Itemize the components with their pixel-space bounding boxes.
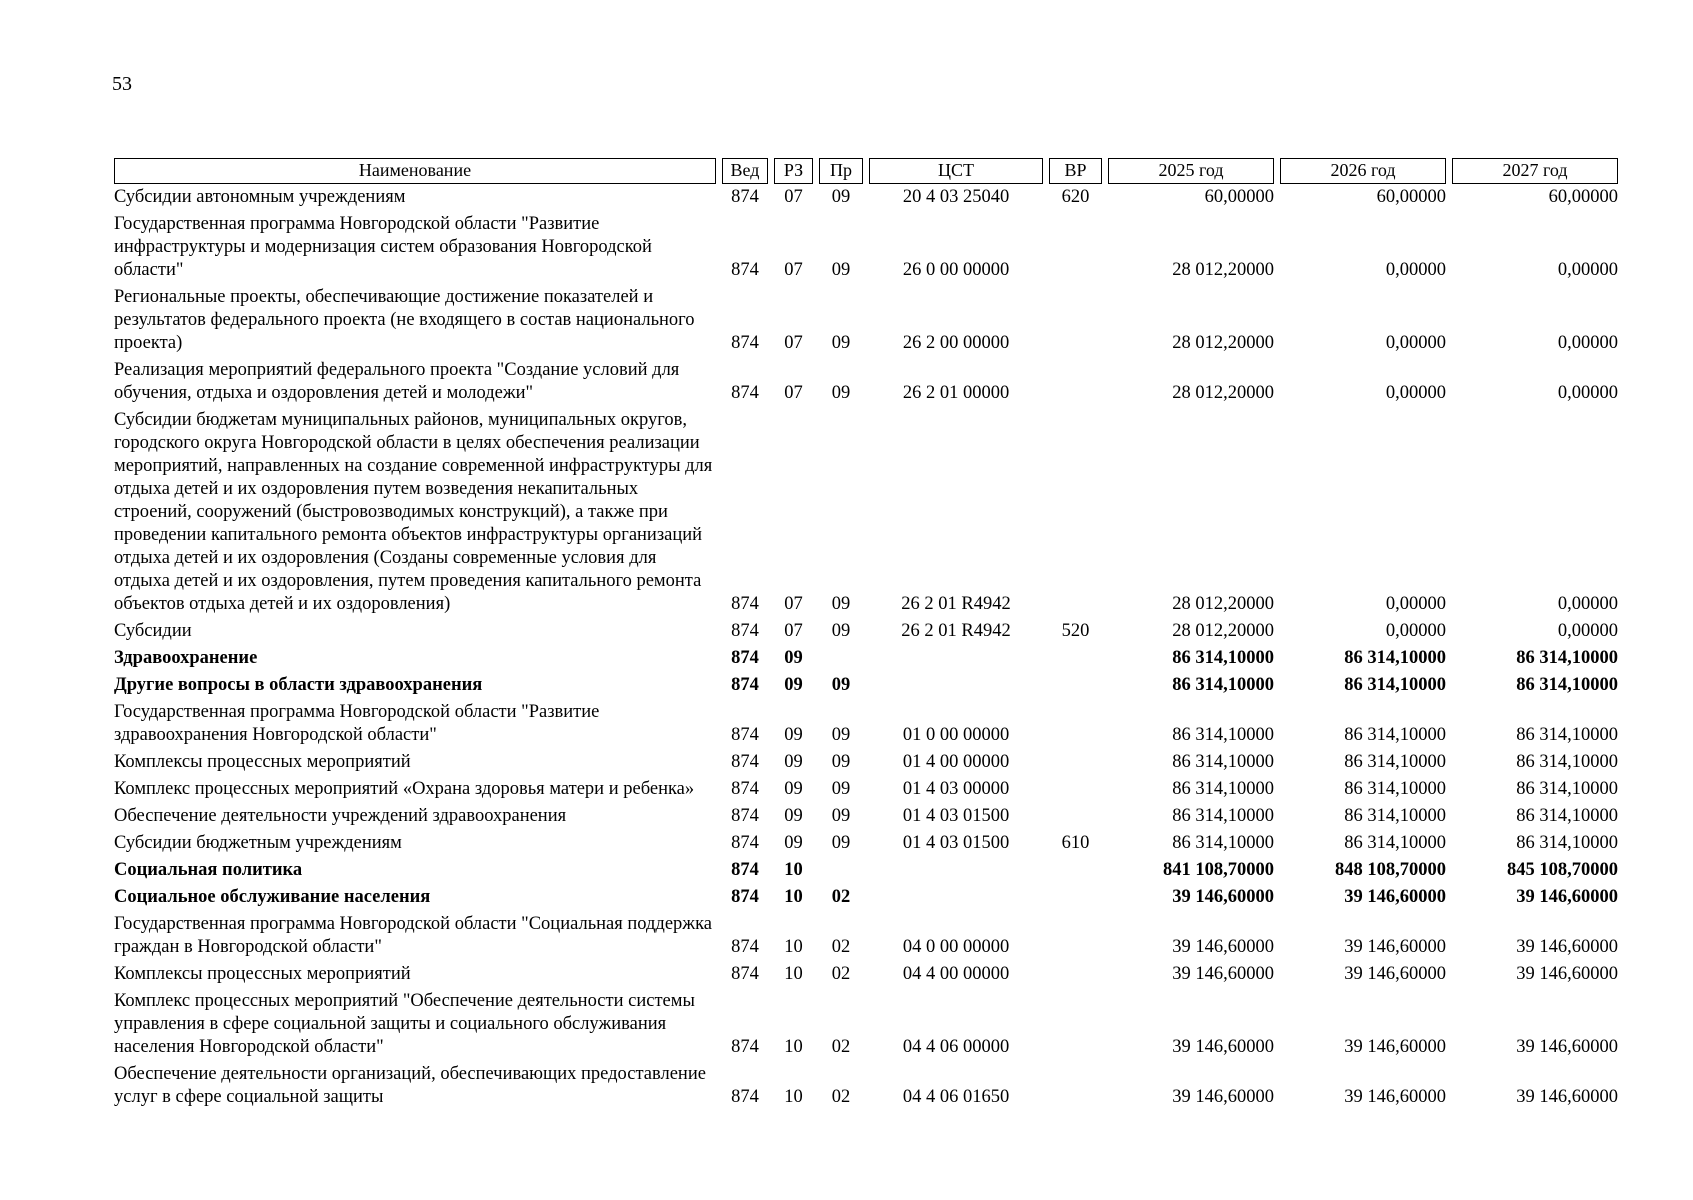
row-2025: 28 012,20000 [1172,260,1274,280]
row-pr: 09 [831,833,851,853]
row-2027: 0,00000 [1557,594,1618,614]
row-2025: 39 146,60000 [1172,964,1274,984]
header-2026: 2026 год [1280,158,1446,184]
table-row [114,776,1618,803]
row-cst: 20 4 03 25040 [902,187,1010,207]
row-rz: 07 [784,594,803,614]
row-2027: 845 108,70000 [1507,860,1618,880]
row-name: Комплексы процессных мероприятий [114,964,411,984]
row-2027: 86 314,10000 [1516,833,1618,853]
table-row [114,911,1618,961]
table-row [114,961,1618,988]
row-2025: 39 146,60000 [1172,1087,1274,1107]
row-rz: 10 [784,860,803,880]
row-2027: 39 146,60000 [1516,1087,1618,1107]
row-2025: 86 314,10000 [1172,675,1274,695]
row-2027: 86 314,10000 [1516,806,1618,826]
row-name: Субсидии [114,621,192,641]
row-2026: 0,00000 [1385,333,1446,353]
row-ved: 874 [731,860,759,880]
row-rz: 09 [784,752,803,772]
table-row [114,884,1618,911]
row-rz: 07 [784,187,803,207]
row-cst: 01 4 00 00000 [902,752,1010,772]
row-vr: 610 [1061,833,1090,853]
table-row [114,857,1618,884]
row-2026: 86 314,10000 [1344,725,1446,745]
row-2025: 86 314,10000 [1172,806,1274,826]
row-pr: 02 [831,1037,851,1057]
row-2027: 0,00000 [1557,260,1618,280]
header-pr: Пр [819,158,863,184]
row-pr: 09 [831,806,851,826]
row-2025: 86 314,10000 [1172,779,1274,799]
header-ved: Вед [722,158,768,184]
row-ved: 874 [731,725,759,745]
row-ved: 874 [731,333,759,353]
row-2025: 28 012,20000 [1172,333,1274,353]
row-2026: 39 146,60000 [1344,1037,1446,1057]
header-2027: 2027 год [1452,158,1618,184]
row-rz: 07 [784,621,803,641]
row-cst: 01 0 00 00000 [902,725,1010,745]
row-name: Другие вопросы в области здравоохранения [114,675,483,695]
header-cst: ЦСТ [869,158,1043,184]
row-2026: 0,00000 [1385,621,1446,641]
row-name: Комплекс процессных мероприятий «Охрана здоровья матери и ребенка» [114,779,695,799]
row-2026: 0,00000 [1385,260,1446,280]
row-pr: 09 [831,383,851,403]
row-ved: 874 [731,937,759,957]
row-2025: 28 012,20000 [1172,383,1274,403]
row-2026: 39 146,60000 [1344,1087,1446,1107]
row-2027: 86 314,10000 [1516,752,1618,772]
row-2026: 39 146,60000 [1344,937,1446,957]
row-2026: 86 314,10000 [1344,806,1446,826]
row-name: Государственная программа Новгородской области "Социальная поддержка граждан в Новгородской области" [114,914,712,957]
row-2025: 39 146,60000 [1172,887,1274,907]
table-row [114,211,1618,284]
header-name: Наименование [114,158,716,184]
row-2027: 39 146,60000 [1516,887,1618,907]
row-rz: 10 [784,887,803,907]
row-2026: 0,00000 [1385,594,1446,614]
row-pr: 09 [831,621,851,641]
row-2025: 86 314,10000 [1172,833,1274,853]
row-name: Комплекс процессных мероприятий "Обеспечение деятельности системы управления в сфере социальной защиты и социального обслуживания населения Новгородской области" [114,991,695,1057]
row-ved: 874 [731,260,759,280]
table-row [114,284,1618,357]
row-2026: 86 314,10000 [1344,833,1446,853]
row-ved: 874 [731,594,759,614]
table-row [114,749,1618,776]
row-ved: 874 [731,779,759,799]
header-2025: 2025 год [1108,158,1274,184]
row-cst: 01 4 03 01500 [902,806,1010,826]
row-pr: 09 [831,725,851,745]
row-rz: 09 [784,675,803,695]
row-2025: 28 012,20000 [1172,594,1274,614]
row-vr: 520 [1061,621,1090,641]
row-ved: 874 [731,887,759,907]
row-rz: 07 [784,260,803,280]
table-row [114,618,1618,645]
row-pr: 09 [831,675,851,695]
row-cst: 04 4 06 00000 [902,1037,1010,1057]
row-name: Государственная программа Новгородской области "Развитие здравоохранения Новгородской области" [114,702,600,745]
row-2025: 86 314,10000 [1172,725,1274,745]
row-2025: 60,00000 [1204,187,1274,207]
row-ved: 874 [731,833,759,853]
row-2026: 86 314,10000 [1344,779,1446,799]
row-rz: 07 [784,383,803,403]
row-2026: 848 108,70000 [1335,860,1446,880]
row-cst: 04 4 00 00000 [902,964,1010,984]
header-rz: РЗ [774,158,813,184]
table-row [114,699,1618,749]
row-2027: 0,00000 [1557,621,1618,641]
row-2025: 39 146,60000 [1172,937,1274,957]
row-name: Социальное обслуживание населения [114,887,431,907]
row-ved: 874 [731,752,759,772]
table-row [114,803,1618,830]
table-row [114,988,1618,1061]
row-2027: 39 146,60000 [1516,1037,1618,1057]
page-number: 53 [112,73,132,95]
row-name: Субсидии бюджетам муниципальных районов, муниципальных округов, городского округа Новгородской области в целях обеспечения реализации мероприятий, направленных на создание современной инфраструктуры для отдыха детей и их оздоровления путем возведения некапитальных строений, сооружений (быстровозводимых конструкций), а также при проведении капитального ремонта объектов инфраструктуры организаций отдыха детей и их оздоровления (Созданы современные условия для отдыха детей и их оздоровления, путем проведения капитального ремонта объектов отдыха детей и их оздоровления) [114,410,713,614]
row-rz: 09 [784,648,803,668]
row-2027: 0,00000 [1557,383,1618,403]
row-name: Региональные проекты, обеспечивающие достижение показателей и результатов федерального проекта (не входящего в состав национального проекта) [114,287,695,353]
row-2026: 60,00000 [1376,187,1446,207]
row-pr: 09 [831,752,851,772]
row-2026: 39 146,60000 [1344,964,1446,984]
row-ved: 874 [731,1087,759,1107]
row-2027: 60,00000 [1548,187,1618,207]
row-pr: 09 [831,333,851,353]
row-name: Здравоохранение [114,648,258,668]
row-cst: 01 4 03 01500 [902,833,1010,853]
row-pr: 09 [831,594,851,614]
row-rz: 10 [784,964,803,984]
row-cst: 26 2 01 00000 [902,383,1010,403]
row-2027: 0,00000 [1557,333,1618,353]
row-2025: 39 146,60000 [1172,1037,1274,1057]
row-name: Комплексы процессных мероприятий [114,752,411,772]
row-ved: 874 [731,1037,759,1057]
row-pr: 09 [831,187,851,207]
row-cst: 26 0 00 00000 [902,260,1010,280]
row-cst: 04 0 00 00000 [902,937,1010,957]
row-2027: 86 314,10000 [1516,675,1618,695]
budget-table [114,158,1618,1111]
row-pr: 09 [831,779,851,799]
table-body [114,184,1618,1111]
row-rz: 09 [784,833,803,853]
row-rz: 10 [784,937,803,957]
row-name: Реализация мероприятий федерального проекта "Создание условий для обучения, отдыха и оздоровления детей и молодежи" [114,360,680,403]
row-pr: 02 [831,887,851,907]
row-ved: 874 [731,806,759,826]
row-rz: 09 [784,806,803,826]
table-row [114,407,1618,618]
row-name: Социальная политика [114,860,303,880]
row-pr: 02 [831,1087,851,1107]
table-row [114,184,1618,211]
row-name: Субсидии автономным учреждениям [114,187,406,207]
header-vr: ВР [1049,158,1102,184]
row-rz: 10 [784,1037,803,1057]
row-ved: 874 [731,187,759,207]
row-rz: 09 [784,779,803,799]
row-2025: 28 012,20000 [1172,621,1274,641]
row-cst: 04 4 06 01650 [902,1087,1010,1107]
row-pr: 02 [831,937,851,957]
table-row [114,672,1618,699]
row-cst: 01 4 03 00000 [902,779,1010,799]
row-2025: 86 314,10000 [1172,648,1274,668]
table-row [114,357,1618,407]
table-header [114,158,1590,184]
row-name: Обеспечение деятельности учреждений здравоохранения [114,806,567,826]
row-name: Государственная программа Новгородской области "Развитие инфраструктуры и модернизация систем образования Новгородской области" [114,214,652,280]
row-2027: 86 314,10000 [1516,648,1618,668]
row-cst: 26 2 01 R4942 [901,594,1011,614]
row-ved: 874 [731,675,759,695]
row-pr: 09 [831,260,851,280]
row-2026: 86 314,10000 [1344,752,1446,772]
row-ved: 874 [731,648,759,668]
row-2026: 0,00000 [1385,383,1446,403]
row-ved: 874 [731,964,759,984]
table-row [114,1061,1618,1111]
row-2027: 86 314,10000 [1516,725,1618,745]
table-row [114,645,1618,672]
row-2025: 841 108,70000 [1163,860,1274,880]
row-ved: 874 [731,383,759,403]
table-row [114,830,1618,857]
row-rz: 07 [784,333,803,353]
row-cst: 26 2 01 R4942 [901,621,1011,641]
row-name: Обеспечение деятельности организаций, обеспечивающих предоставление услуг в сфере социальной защиты [114,1064,706,1107]
row-cst: 26 2 00 00000 [902,333,1010,353]
row-2027: 39 146,60000 [1516,937,1618,957]
row-2027: 86 314,10000 [1516,779,1618,799]
row-2026: 86 314,10000 [1344,675,1446,695]
row-rz: 10 [784,1087,803,1107]
row-name: Субсидии бюджетным учреждениям [114,833,402,853]
row-pr: 02 [831,964,851,984]
row-2025: 86 314,10000 [1172,752,1274,772]
row-ved: 874 [731,621,759,641]
row-2026: 86 314,10000 [1344,648,1446,668]
row-vr: 620 [1061,187,1090,207]
row-2027: 39 146,60000 [1516,964,1618,984]
row-rz: 09 [784,725,803,745]
row-2026: 39 146,60000 [1344,887,1446,907]
